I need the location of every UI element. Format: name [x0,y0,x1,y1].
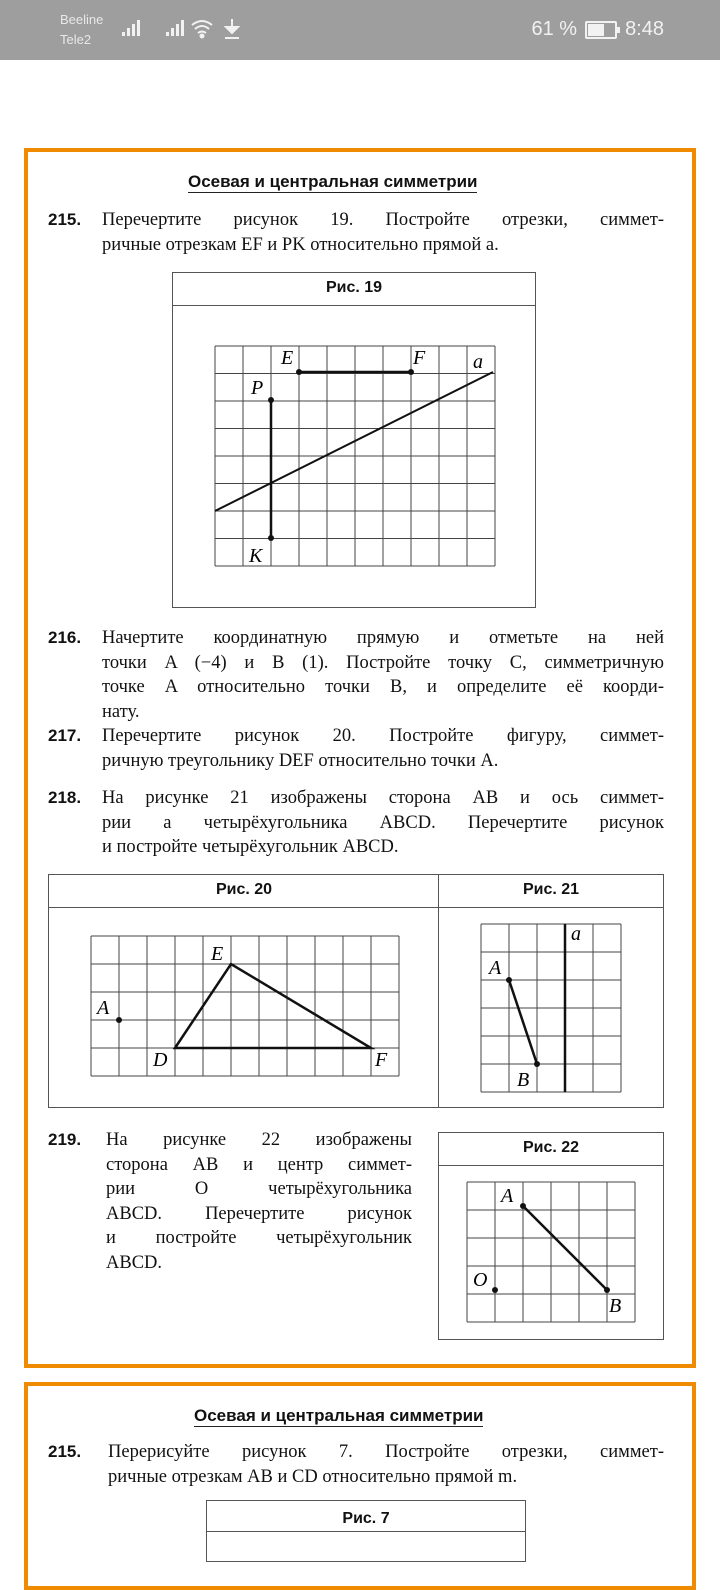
section-heading: Осевая и центральная симметрии [194,1406,484,1425]
label-b: B [609,1295,622,1317]
task-line: На рисунке 21 изображены сторона AB и ось симмет- [102,788,664,808]
figure-caption: Рис. 20 [49,875,439,908]
task-line: нату. [102,701,140,722]
task-line: ричные отрезкам EF и PK относительно прямой a. [102,234,499,255]
download-icon [225,19,239,38]
label-p: P [251,377,264,399]
point-a [520,1203,526,1209]
figure-caption: Рис. 7 [207,1501,525,1532]
status-bar [0,0,720,60]
task-number: 217. [48,726,82,745]
grid [91,936,399,1076]
point-o [492,1287,498,1293]
exercise-card [24,148,696,1368]
task-216 [48,626,664,724]
figure-20-drawing [49,908,439,1106]
task-217 [48,724,664,773]
task-line: и постройте четырёхугольник ABCD. [102,837,399,857]
label-a: a [473,351,483,373]
point-b [604,1287,610,1293]
point-p [268,397,274,403]
task-215 [48,1440,664,1489]
task-line: рии O четырёхугольника [106,1179,412,1199]
task-line: ABCD. Перечертите рисунок [106,1203,412,1224]
figure-20 [48,874,440,1108]
label-f: F [375,1049,388,1071]
label-k: K [249,545,263,567]
carrier-names [60,10,103,50]
label-o: O [473,1269,488,1291]
signal-icon [122,20,140,36]
section-heading: Осевая и центральная симметрии [188,172,478,191]
label-a: A [97,997,110,1019]
point-e [296,369,302,375]
task-number: 215. [48,210,82,229]
point-a [116,1017,122,1023]
figure-7 [206,1500,526,1562]
status-icons [122,16,252,44]
figure-22 [438,1132,664,1340]
task-number: 216. [48,628,82,647]
task-219 [48,1128,412,1275]
label-axis-a: a [571,923,581,945]
label-a: A [489,957,502,979]
label-e: E [281,347,294,369]
figure-19-drawing [173,306,535,606]
figure-21 [438,874,664,1108]
figure-22-drawing [439,1166,663,1338]
task-number: 215. [48,1442,82,1461]
task-line: ричные отрезкам AB и CD относительно прямой m. [108,1466,518,1487]
point-a [506,977,512,983]
label-f: F [413,347,426,369]
figure-caption: Рис. 22 [439,1133,663,1166]
clock: 8:48 [625,18,664,40]
label-d: D [153,1049,168,1071]
label-e: E [211,943,224,965]
task-line: сторона AB и центр симмет- [106,1154,412,1175]
wifi-icon [192,21,212,38]
figure-21-drawing [439,908,663,1106]
label-b: B [517,1069,530,1091]
label-a: A [501,1185,514,1207]
task-line: ричную треугольнику DEF относительно точки A. [102,750,499,771]
task-218 [48,786,664,860]
signal-icon [166,20,184,36]
task-number: 219. [48,1130,82,1149]
triangle-def [175,964,371,1048]
task-line: Перечертите рисунок 20. Постройте фигуру, симмет- [102,726,664,746]
figure-19 [172,272,536,608]
task-line: точки A (−4) и B (1). Постройте точку C, симметричную [102,652,664,673]
carrier-1: Beeline [60,12,104,27]
task-number: 218. [48,788,82,807]
task-line: точке A относительно точки B, и определите её коорди- [102,677,664,697]
carrier-2: Tele2 [60,32,92,47]
task-line: и постройте четырёхугольник [106,1228,412,1248]
task-line: Перечертите рисунок 19. Постройте отрезки, симмет- [102,210,664,230]
exercise-card-2 [24,1382,696,1590]
task-line: рии a четырёхугольника ABCD. Перечертите рисунок [102,812,664,833]
battery-percent: 61 % [531,18,578,40]
task-line: ABCD. [106,1252,163,1273]
task-215 [48,208,664,257]
segment-ab [523,1206,607,1290]
grid [481,924,621,1092]
point-b [534,1061,540,1067]
segment-ab [509,980,537,1064]
point-k [268,535,274,541]
figure-caption: Рис. 19 [173,273,535,306]
task-line: Перерисуйте рисунок 7. Постройте отрезки, симмет- [108,1442,664,1462]
task-line: На рисунке 22 изображены [106,1130,412,1150]
figure-caption: Рис. 21 [439,875,663,908]
point-f [408,369,414,375]
battery-icon [585,21,617,39]
task-line: Начертите координатную прямую и отметьте на ней [102,628,664,648]
